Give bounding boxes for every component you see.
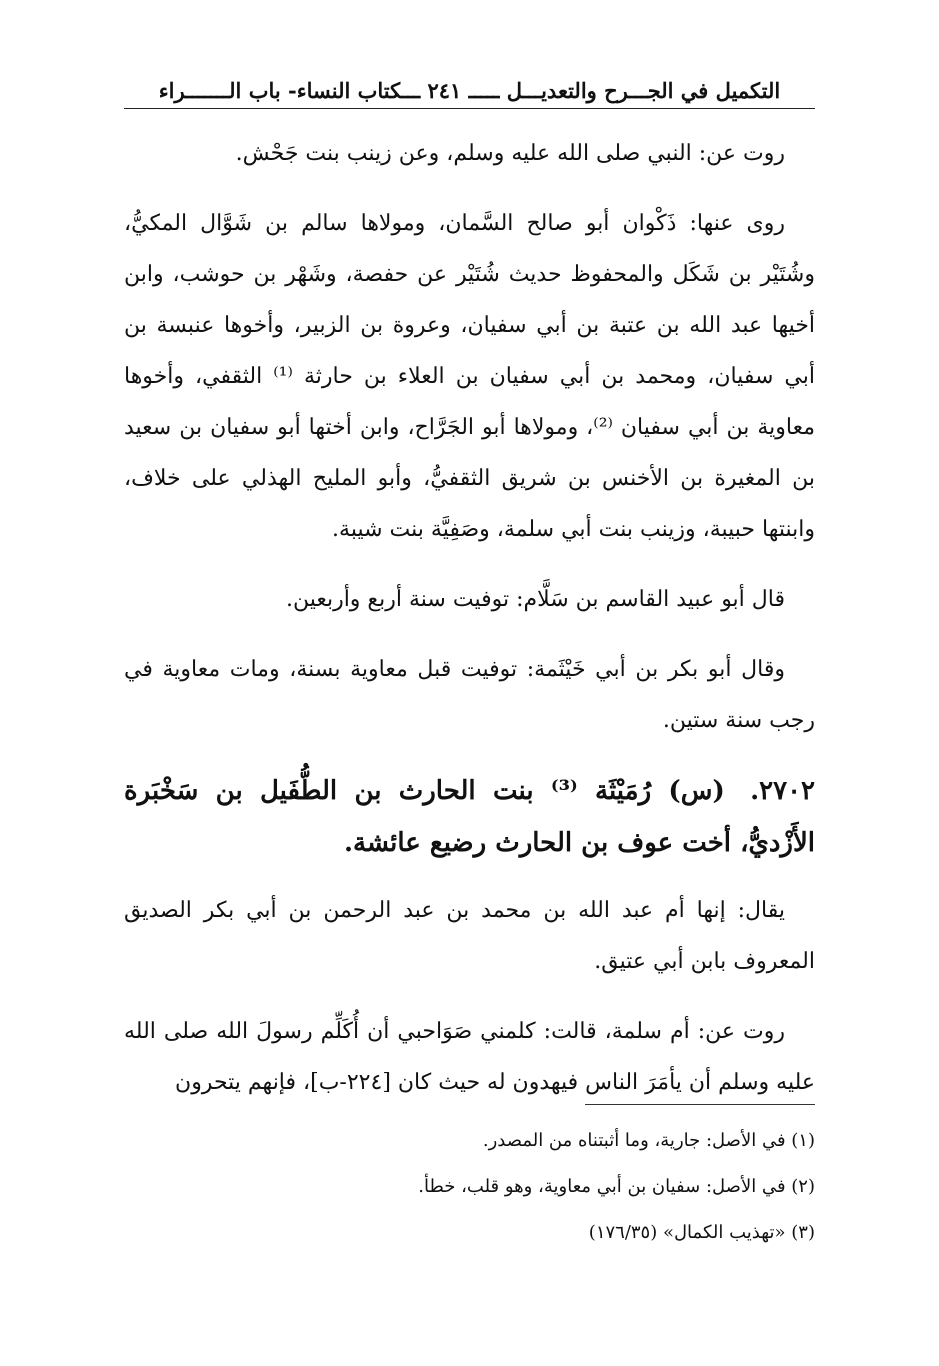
footnotes	[124, 1118, 815, 1256]
entry-number: ٢٧٠٢.	[750, 776, 815, 806]
running-header: التكميل في الجـــرح والتعديـــل ـــــ ٢٤١ ـــكتاب النساء- باب الـــــــراء	[124, 74, 815, 109]
footnote: (٢) في الأصل: سفيان بن أبي معاوية، وهو قلب، خطأ.	[418, 1176, 815, 1197]
entry-title: (س) رُمَيْثَة ⁽³⁾ بنت الحارث بن الطُّفَيل بن سَخْبَرة الأَزْديُّ، أخت عوف بن الحارث رضيع عائشة.	[124, 776, 815, 858]
paragraph: يقال: إنها أم عبد الله بن محمد بن عبد الرحمن بن أبي بكر الصديق المعروف بابن أبي عتيق.	[124, 898, 815, 974]
paragraph: روت عن: النبي صلى الله عليه وسلم، وعن زينب بنت جَحْش.	[235, 141, 785, 166]
paragraph: قال أبو عبيد القاسم بن سَلَّام: توفيت سنة أربع وأربعين.	[285, 587, 785, 612]
paragraph: وقال أبو بكر بن أبي خَيْثَمة: توفيت قبل معاوية بسنة، ومات معاوية في رجب سنة ستين.	[124, 657, 815, 733]
footnote: (١) في الأصل: جارية، وما أثبتناه من المصدر.	[482, 1130, 815, 1151]
biography-entry-heading	[124, 765, 815, 869]
paragraph: روى عنها: ذَكْوان أبو صالح السَّمان، ومولاها سالم بن شَوَّال المكيُّ، وشُتَيْر بن شَكَل والمحفوظ حديث شُتَيْر عن حفصة، وشَهْر بن حوشب، وابن أخيها عبد الله بن عتبة بن أبي سفيان، وعروة بن الزبير، وأخوها عنبسة بن أبي سفيان، ومحمد بن أبي سفيان بن العلاء بن حارثة ⁽¹⁾ الثقفي، وأخوها معاوية بن أبي سفيان ⁽²⁾، ومولاها أبو الجَرَّاح، وابن أختها أبو سفيان بن سعيد بن المغيرة بن الأخنس بن شريق الثقفيُّ، وأبو المليح الهذلي على خلاف، وابنتها حبيبة، وزينب بنت أبي سلمة، وصَفِيَّة بنت شيبة.	[124, 211, 816, 542]
footnote: (٣) «تهذيب الكمال» (١٧٦/٣٥)	[588, 1222, 815, 1243]
footnote-separator	[585, 1104, 815, 1105]
main-text	[124, 128, 815, 1127]
paragraph: روت عن: أم سلمة، قالت: كلمني صَوَاحبي أن أُكَلِّم رسولَ الله صلى الله عليه وسلم أن يأمَرَ الناس فيهدون له حيث كان [٢٢٤-ب]، فإنهم يتحرون	[124, 1019, 815, 1095]
